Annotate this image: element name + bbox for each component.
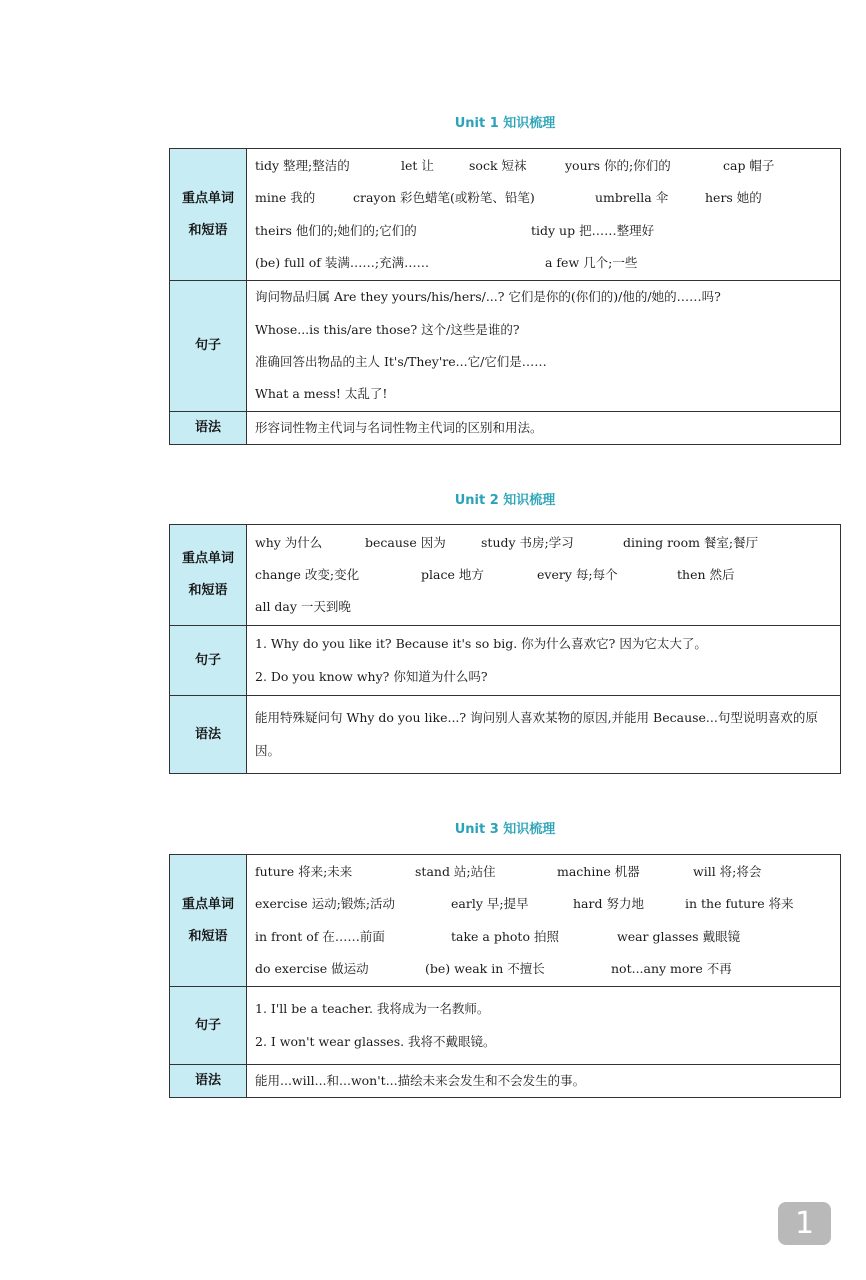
sentence-line: 1. I'll be a teacher. 我将成为一名教师。: [255, 1001, 490, 1017]
vocab-item: why 为什么: [255, 534, 323, 550]
vocab-item: mine 我的: [255, 190, 316, 206]
vocab-line: [255, 888, 832, 920]
knowledge-table: [169, 148, 841, 445]
vocab-item: sock 短袜: [469, 157, 527, 173]
grammar-label: 语法: [170, 412, 247, 445]
vocab-item: all day 一天到晚: [255, 599, 351, 615]
vocab-line: [255, 921, 832, 953]
vocab-line: [255, 856, 832, 888]
vocab-item: future 将来;未来: [255, 863, 353, 879]
vocab-item: let 让: [401, 157, 434, 173]
grammar-content: 能用特殊疑问句 Why do you like...? 询问别人喜欢某物的原因,并能用 Because...句型说明喜欢的原因。: [247, 696, 841, 774]
vocab-item: study 书房;学习: [481, 534, 574, 550]
vocab-item: cap 帽子: [723, 157, 775, 173]
vocab-row: [170, 855, 841, 987]
vocab-item: tidy up 把……整理好: [531, 222, 655, 238]
vocab-label: 重点单词 和短语: [170, 855, 247, 987]
vocab-item: do exercise 做运动: [255, 960, 369, 976]
vocab-line: [255, 150, 832, 182]
vocab-item: change 改变;变化: [255, 566, 360, 582]
sentence-line: What a mess! 太乱了!: [255, 386, 388, 402]
vocab-line: [255, 527, 832, 559]
sentence-row: [170, 626, 841, 696]
page-number-badge[interactable]: 1: [778, 1202, 831, 1245]
vocab-item: theirs 他们的;她们的;它们的: [255, 222, 417, 238]
vocab-line: [255, 182, 832, 214]
vocab-content: [247, 855, 841, 987]
vocab-item: machine 机器: [557, 863, 640, 879]
vocab-row: [170, 525, 841, 626]
sentence-line: 准确回答出物品的主人 It's/They're...它/它们是……: [255, 354, 547, 369]
grammar-row: [170, 696, 841, 774]
vocab-item: every 每;每个: [537, 566, 618, 582]
grammar-content: 形容词性物主代词与名词性物主代词的区别和用法。: [247, 412, 841, 445]
vocab-item: in the future 将来: [685, 896, 794, 912]
grammar-row: [170, 1065, 841, 1098]
vocab-content: [247, 525, 841, 626]
unit-title: Unit 1 知识梳理: [454, 116, 556, 131]
sentence-label: 句子: [170, 281, 247, 412]
sentence-line: Whose...is this/are those? 这个/这些是谁的?: [255, 321, 520, 337]
grammar-label: 语法: [170, 1065, 247, 1098]
vocab-item: a few 几个;一些: [545, 254, 638, 270]
sentence-line: 2. I won't wear glasses. 我将不戴眼镜。: [255, 1033, 496, 1049]
grammar-label: 语法: [170, 696, 247, 774]
vocab-item: crayon 彩色蜡笔(或粉笔、铅笔): [353, 190, 535, 206]
vocab-item: take a photo 拍照: [451, 928, 559, 944]
sentence-content: [247, 626, 841, 696]
vocab-line: [255, 953, 832, 985]
vocab-item: (be) weak in 不擅长: [425, 960, 545, 976]
vocab-item: yours 你的;你们的: [565, 157, 671, 173]
vocab-item: (be) full of 装满……;充满……: [255, 254, 430, 270]
vocab-item: not...any more 不再: [611, 960, 732, 976]
vocab-item: then 然后: [677, 566, 735, 582]
vocab-item: hers 她的: [705, 190, 762, 206]
vocab-item: tidy 整理;整洁的: [255, 157, 350, 173]
vocab-content: [247, 149, 841, 281]
unit-title: Unit 3 知识梳理: [454, 822, 556, 837]
vocab-item: early 早;提早: [451, 896, 529, 912]
vocab-item: stand 站;站住: [415, 863, 496, 879]
vocab-item: exercise 运动;锻炼;活动: [255, 896, 396, 912]
sentence-line: 2. Do you know why? 你知道为什么吗?: [255, 668, 488, 684]
vocab-item: because 因为: [365, 534, 446, 550]
grammar-row: [170, 412, 841, 445]
sentence-label: 句子: [170, 626, 247, 696]
sentence-line: 1. Why do you like it? Because it's so big. 你为什么喜欢它? 因为它太大了。: [255, 636, 707, 652]
vocab-line: [255, 559, 832, 591]
vocab-label: 重点单词 和短语: [170, 525, 247, 626]
knowledge-table: [169, 524, 841, 774]
grammar-content: 能用...will...和...won't...描绘未来会发生和不会发生的事。: [247, 1065, 841, 1098]
vocab-item: dining room 餐室;餐厅: [623, 534, 759, 550]
vocab-line: [255, 591, 832, 623]
sentence-row: [170, 987, 841, 1065]
vocab-item: place 地方: [421, 566, 484, 582]
vocab-line: [255, 215, 832, 247]
sentence-label: 句子: [170, 987, 247, 1065]
sentence-content: [247, 987, 841, 1065]
sentence-line: 询问物品归属 Are they yours/his/hers/...? 它们是你的(你们的)/他的/她的……吗?: [255, 289, 721, 305]
knowledge-table: [169, 854, 841, 1098]
vocab-item: will 将;将会: [693, 863, 762, 879]
unit-title: Unit 2 知识梳理: [454, 493, 556, 508]
vocab-item: wear glasses 戴眼镜: [617, 928, 741, 944]
vocab-item: umbrella 伞: [595, 190, 669, 206]
vocab-item: in front of 在……前面: [255, 928, 385, 944]
vocab-line: [255, 247, 832, 279]
vocab-label: 重点单词 和短语: [170, 149, 247, 281]
sentence-content: [247, 281, 841, 412]
vocab-item: hard 努力地: [573, 896, 644, 912]
vocab-row: [170, 149, 841, 281]
sentence-row: [170, 281, 841, 412]
